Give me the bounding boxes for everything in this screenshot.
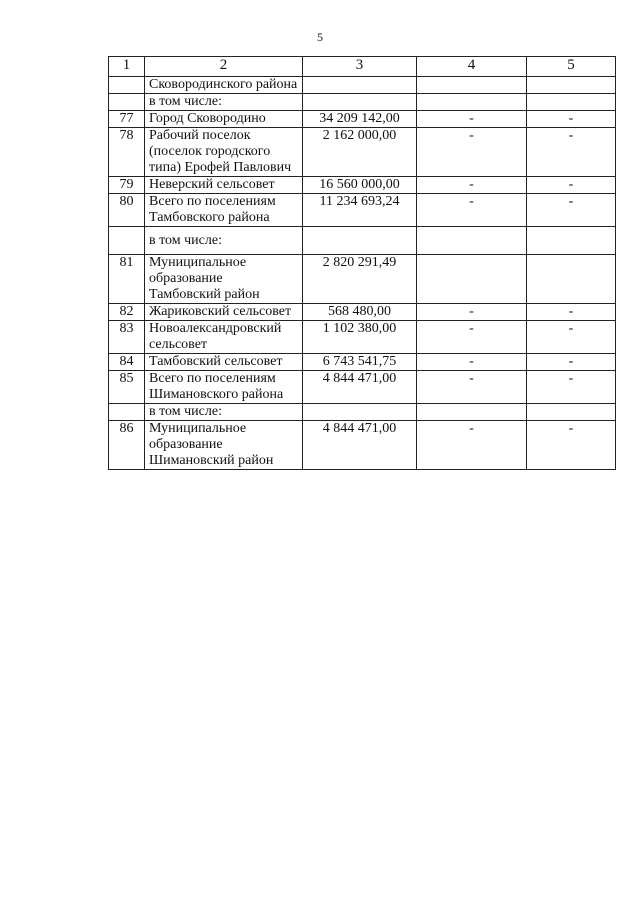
row-number: 82: [109, 304, 145, 321]
row-col5: -: [527, 111, 616, 128]
table-row: [109, 94, 616, 111]
row-name: в том числе:: [145, 404, 303, 421]
row-name: в том числе:: [145, 227, 303, 255]
row-col4: [417, 404, 527, 421]
row-name: Муниципальное образование Тамбовский район: [145, 255, 303, 304]
row-col5: -: [527, 354, 616, 371]
row-amount: [303, 94, 417, 111]
row-col4: [417, 77, 527, 94]
row-name: Город Сковородино: [145, 111, 303, 128]
table-row: [109, 111, 616, 128]
page-number: 5: [317, 30, 323, 44]
row-col4: -: [417, 354, 527, 371]
column-header-2: 2: [145, 57, 303, 77]
row-col5: -: [527, 321, 616, 354]
row-name: Тамбовский сельсовет: [145, 354, 303, 371]
table-row: [109, 177, 616, 194]
row-name: Всего по поселениям Тамбовского района: [145, 194, 303, 227]
row-number: [109, 94, 145, 111]
row-name: Муниципальное образование Шимановский район: [145, 421, 303, 470]
row-col5: [527, 77, 616, 94]
row-name: Сковородинского района: [145, 77, 303, 94]
table-row: [109, 227, 616, 255]
table-row: [109, 321, 616, 354]
row-amount: [303, 227, 417, 255]
table-row: [109, 404, 616, 421]
row-col4: [417, 94, 527, 111]
row-amount: [303, 77, 417, 94]
row-number: 85: [109, 371, 145, 404]
table-row: [109, 304, 616, 321]
table-row: [109, 421, 616, 470]
row-name: Рабочий поселок (поселок городского типа) Ерофей Павлович: [145, 128, 303, 177]
row-col5: -: [527, 371, 616, 404]
row-col5: [527, 404, 616, 421]
row-number: [109, 404, 145, 421]
table-row: [109, 77, 616, 94]
row-name: Всего по поселениям Шимановского района: [145, 371, 303, 404]
table-row: [109, 354, 616, 371]
column-header-5: 5: [527, 57, 616, 77]
row-amount: 6 743 541,75: [303, 354, 417, 371]
row-col4: -: [417, 371, 527, 404]
document-table: [108, 56, 616, 470]
row-amount: 16 560 000,00: [303, 177, 417, 194]
table-row: [109, 255, 616, 304]
row-amount: 11 234 693,24: [303, 194, 417, 227]
row-col4: -: [417, 321, 527, 354]
row-col4: -: [417, 128, 527, 177]
row-col4: [417, 255, 527, 304]
table-row: [109, 371, 616, 404]
row-number: 79: [109, 177, 145, 194]
row-name: Новоалександровский сельсовет: [145, 321, 303, 354]
row-number: 86: [109, 421, 145, 470]
row-col5: -: [527, 177, 616, 194]
row-name: в том числе:: [145, 94, 303, 111]
row-amount: 34 209 142,00: [303, 111, 417, 128]
row-number: 84: [109, 354, 145, 371]
row-col5: [527, 255, 616, 304]
table-header-row: [109, 57, 616, 77]
row-amount: 2 162 000,00: [303, 128, 417, 177]
row-col5: -: [527, 194, 616, 227]
row-number: 80: [109, 194, 145, 227]
row-col5: [527, 94, 616, 111]
row-name: Жариковский сельсовет: [145, 304, 303, 321]
row-amount: 4 844 471,00: [303, 421, 417, 470]
table-row: [109, 128, 616, 177]
row-amount: 568 480,00: [303, 304, 417, 321]
row-col5: -: [527, 421, 616, 470]
row-col4: -: [417, 111, 527, 128]
row-number: 77: [109, 111, 145, 128]
row-number: 78: [109, 128, 145, 177]
row-number: [109, 77, 145, 94]
row-amount: 4 844 471,00: [303, 371, 417, 404]
row-number: 83: [109, 321, 145, 354]
row-col5: -: [527, 128, 616, 177]
row-amount: 1 102 380,00: [303, 321, 417, 354]
column-header-3: 3: [303, 57, 417, 77]
row-number: 81: [109, 255, 145, 304]
row-col4: -: [417, 421, 527, 470]
row-col4: -: [417, 304, 527, 321]
row-col4: -: [417, 177, 527, 194]
row-amount: 2 820 291,49: [303, 255, 417, 304]
row-col5: -: [527, 304, 616, 321]
row-name: Неверский сельсовет: [145, 177, 303, 194]
row-col4: -: [417, 194, 527, 227]
column-header-4: 4: [417, 57, 527, 77]
column-header-1: 1: [109, 57, 145, 77]
row-col4: [417, 227, 527, 255]
row-col5: [527, 227, 616, 255]
table-row: [109, 194, 616, 227]
row-number: [109, 227, 145, 255]
row-amount: [303, 404, 417, 421]
